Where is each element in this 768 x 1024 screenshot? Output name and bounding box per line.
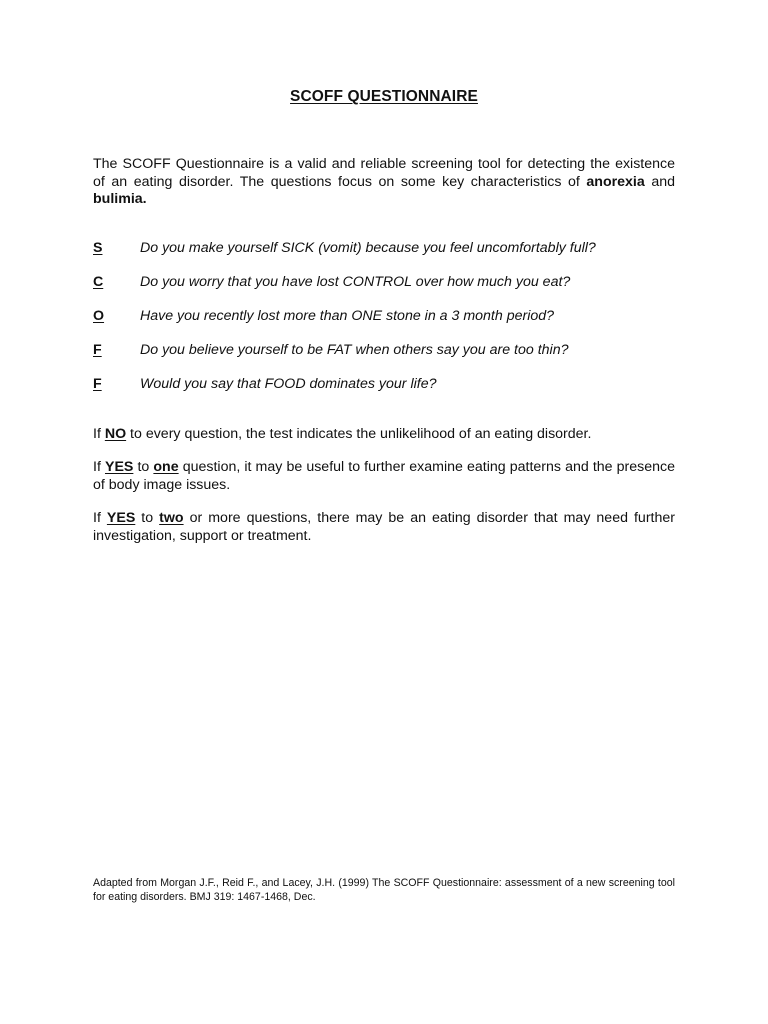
question-letter: C [93,274,104,290]
question-text: Do you worry that you have lost CONTROL over how much you eat? [140,274,571,290]
result-key-yes: YES [106,510,136,526]
result-text: If [93,426,105,442]
term-anorexia: anorexia [586,173,645,190]
result-text: If [93,459,105,475]
result-text: to [135,510,160,526]
result-text: If [93,510,107,526]
result-key-no: NO [104,426,127,442]
question-list [93,240,675,410]
question-letter: S [93,240,103,256]
result-count-one: one [153,459,179,475]
intro-paragraph [93,156,675,209]
question-letter: O [93,308,105,324]
question-text: Would you say that FOOD dominates your life? [140,376,437,392]
result-text: question, it may be useful to further examine eating patterns and the presence of body image issues. [93,459,676,493]
result-count-two: two [159,510,184,526]
result-no-paragraph [93,426,675,444]
intro-and: and [644,173,675,190]
document-page [93,0,675,1024]
result-yes-two-paragraph [93,510,675,545]
result-yes-one-paragraph [93,459,675,494]
question-text: Do you believe yourself to be FAT when others say you are too thin? [140,342,569,358]
result-text: to every question, the test indicates the unlikelihood of an eating disorder. [126,426,592,442]
result-key-yes: YES [104,459,134,475]
question-text: Do you make yourself SICK (vomit) because you feel uncomfortably full? [140,240,596,256]
result-text: to [133,459,154,475]
term-bulimia: bulimia. [93,191,147,207]
result-text: or more questions, there may be an eating disorder that may need further investigation, support or treatment. [93,510,675,544]
question-item [93,274,675,308]
question-item [93,342,675,376]
question-item [93,376,675,410]
intro-text: The SCOFF Questionnaire is a valid and reliable screening tool for detecting the existence of an eating disorder. The questions focus on some key characteristics of [93,156,675,190]
citation-footnote: Adapted from Morgan J.F., Reid F., and Lacey, J.H. (1999) The SCOFF Questionnaire: assessment of a new screening tool for eating disorders. BMJ 319: 1467-1468, Dec. [93,877,675,903]
question-item [93,240,675,274]
question-letter: F [93,342,102,358]
page-title: SCOFF QUESTIONNAIRE [290,88,478,105]
question-item [93,308,675,342]
question-letter: F [93,376,102,392]
question-text: Have you recently lost more than ONE stone in a 3 month period? [140,308,555,324]
